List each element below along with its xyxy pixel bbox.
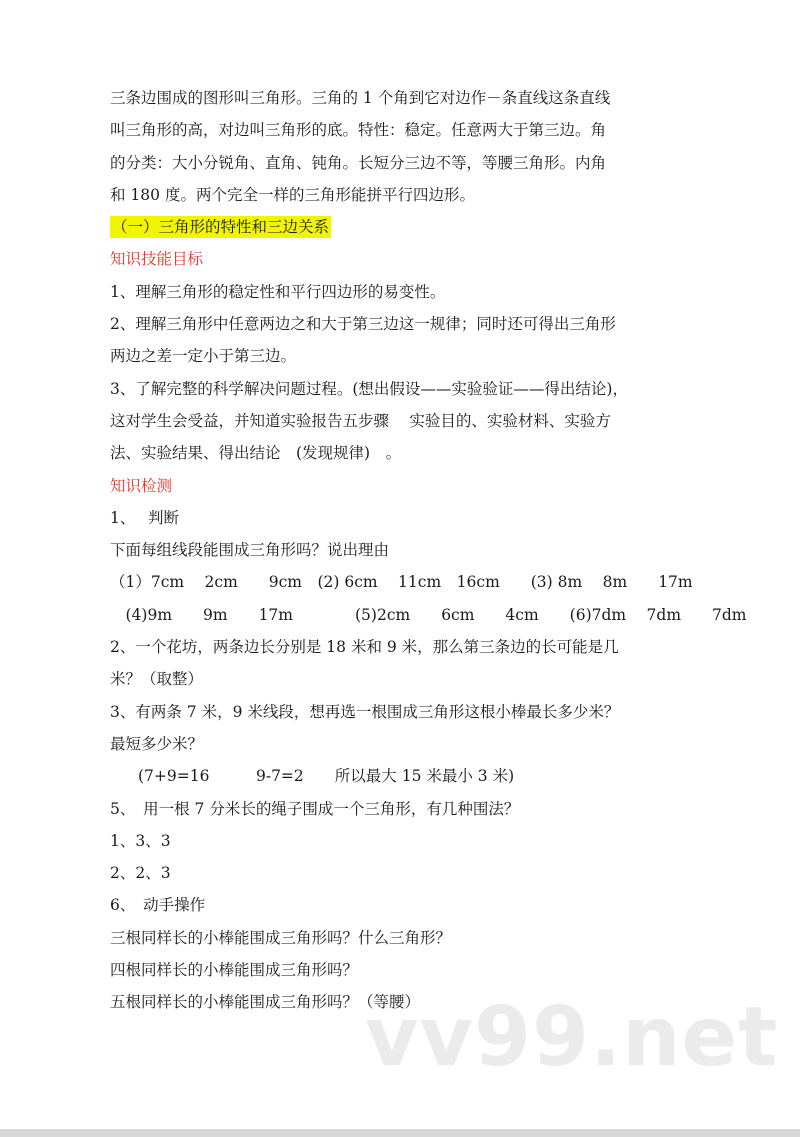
check-line: 米？（取整） <box>110 670 204 689</box>
check-line: 3、有两条 7 米，9 米线段，想再选一根围成三角形这根小棒最长多少米？ <box>110 702 620 721</box>
check-line: 2、一个花坊，两条边长分别是 18 米和 9 米，那么第三条边的长可能是几 <box>110 638 619 657</box>
intro-line: 三条边围成的图形叫三角形。三角的 1 个角到它对边作－条直线这条直线 <box>110 89 611 107</box>
skills-line: 这对学生会受益，并知道实验报告五步骤 实验目的、实验材料、实验方 <box>110 411 611 430</box>
check-line: 五根同样长的小棒能围成三角形吗？（等腰） <box>110 993 421 1012</box>
check-line: 三根同样长的小棒能围成三角形吗？什么三角形？ <box>110 928 452 947</box>
check-line: 最短多少米？ <box>110 734 204 753</box>
check-line: 5、 用一根 7 分米长的绳子围成一个三角形，有几种围法？ <box>110 799 520 818</box>
skills-line: 3、了解完整的科学解决问题过程。(想出假设——实验验证——得出结论)， <box>110 379 628 398</box>
watermark: vv99.net <box>365 990 779 1085</box>
check-line: 6、 动手操作 <box>110 896 206 915</box>
skills-heading: 知识技能目标 <box>110 250 204 269</box>
page-bottom-edge <box>0 1129 800 1137</box>
section-title: （一）三角形的特性和三边关系 <box>112 218 330 237</box>
skills-line: 2、理解三角形中任意两边之和大于第三边这一规律；同时还可得出三角形 <box>110 315 616 334</box>
intro-line: 和 180 度。两个完全一样的三角形能拼平行四边形。 <box>110 185 475 204</box>
check-line: (7+9=16 9-7=2 所以最大 15 米最小 3 米) <box>138 767 515 786</box>
check-line: 2、2、3 <box>110 864 171 883</box>
intro-line: 的分类：大小分锐角、直角、钝角。长短分三边不等，等腰三角形。内角 <box>110 153 607 172</box>
skills-line: 1、理解三角形的稳定性和平行四边形的易变性。 <box>110 282 446 301</box>
check-line: 1、3、3 <box>110 831 171 850</box>
intro-line: 叫三角形的高，对边叫三角形的底。特性：稳定。任意两大于第三边。角 <box>110 121 607 140</box>
check-line: 下面每组线段能围成三角形吗？说出理由 <box>110 541 390 560</box>
check-line: （1）7cm 2cm 9cm (2) 6cm 11cm 16cm (3) 8m 8m 17m <box>110 573 693 592</box>
check-line: 1、 判断 <box>110 508 180 527</box>
check-line: (4)9m 9m 17m (5)2cm 6cm 4cm (6)7dm 7dm 7dm <box>110 605 747 624</box>
document-body <box>110 82 747 1019</box>
check-line: 四根同样长的小棒能围成三角形吗？ <box>110 961 359 980</box>
check-heading: 知识检测 <box>110 476 173 495</box>
section-title-line <box>110 211 690 243</box>
skills-line: 法、实验结果、得出结论 (发现规律) 。 <box>110 444 402 463</box>
skills-line: 两边之差一定小于第三边。 <box>110 347 297 366</box>
